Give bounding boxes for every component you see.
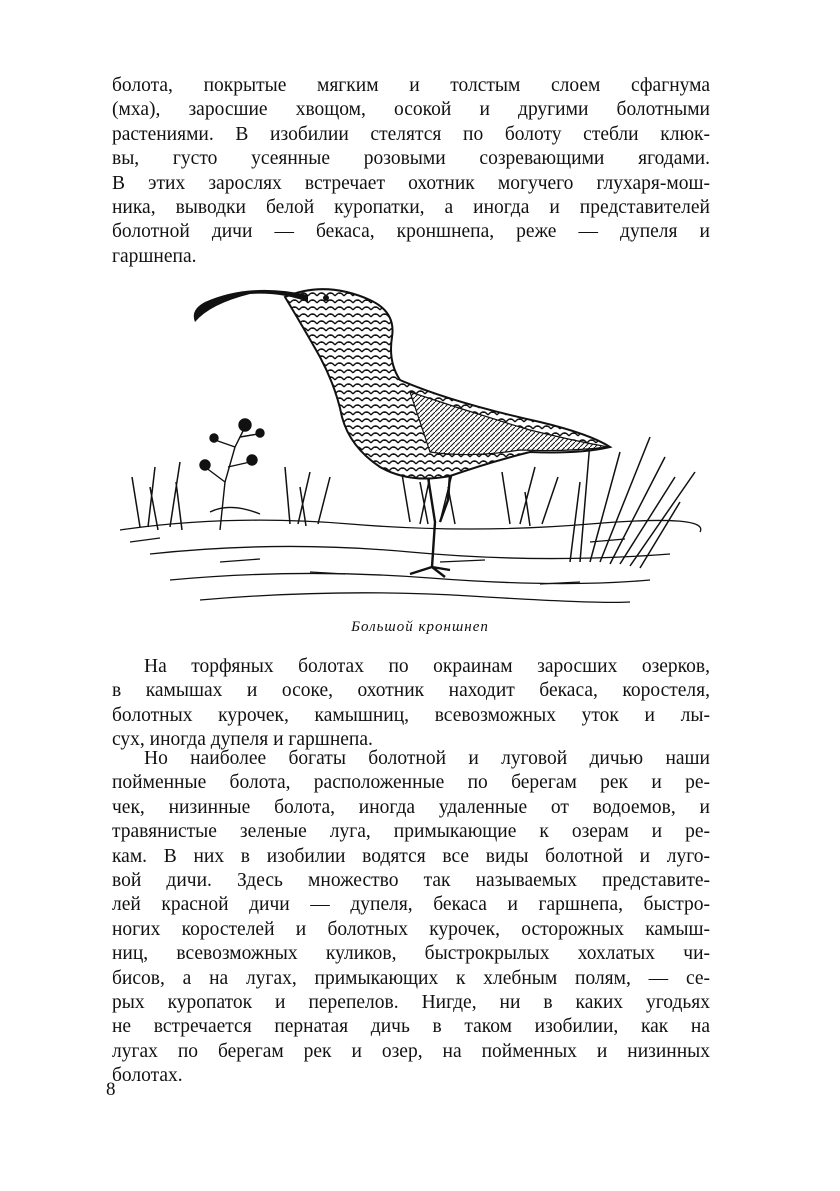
text-line: кам. В них в изобилии водятся все виды болотной и луго- bbox=[112, 845, 710, 867]
text-line: ника, выводки белой куропатки, а иногда и представителей bbox=[112, 197, 710, 219]
text-line: сух, иногда дупеля и гаршнепа. bbox=[112, 729, 373, 751]
paragraph-1 bbox=[112, 74, 710, 269]
text-line: вой дичи. Здесь множество так называемых представите- bbox=[112, 870, 710, 892]
text-line: болотах. bbox=[112, 1065, 183, 1087]
text-line: растениями. В изобилии стелятся по болоту стебли клюк- bbox=[112, 123, 710, 145]
text-line: болотной дичи — бекаса, кроншнепа, реже — дупеля и bbox=[112, 221, 710, 243]
ground bbox=[120, 520, 701, 602]
text-line: пойменные болота, расположенные по берегам рек и ре- bbox=[112, 772, 710, 794]
paragraph-3 bbox=[112, 747, 710, 1089]
text-line: ниц, всевозможных куликов, быстрокрылых хохлатых чи- bbox=[112, 943, 710, 965]
text-line: гаршнепа. bbox=[112, 245, 197, 267]
text-line: рых куропаток и перепелов. Нигде, ни в каких угодьях bbox=[112, 992, 710, 1014]
paragraph-2 bbox=[112, 655, 710, 753]
text-line: (мха), заросшие хвощом, осокой и другими болотными bbox=[112, 99, 710, 121]
text-line: лей красной дичи — дупеля, бекаса и гаршнепа, быстро- bbox=[112, 894, 710, 916]
text-line: болота, покрытые мягким и толстым слоем сфагнума bbox=[112, 75, 710, 96]
text-line: ногих коростелей и болотных курочек, осторожных камыш- bbox=[112, 918, 710, 940]
text-line: На торфяных болотах по окраинам заросших озерков, bbox=[144, 656, 710, 677]
text-line: Но наиболее богаты болотной и луговой дичью наши bbox=[144, 748, 710, 769]
text-line: лугах по берегам рек и озер, на пойменных и низинных bbox=[112, 1040, 710, 1062]
page-number: 8 bbox=[106, 1079, 116, 1100]
text-line: вы, густо усеянные розовыми созревающими ягодами. bbox=[112, 148, 710, 170]
text-line: болотных курочек, камышниц, всевозможных уток и лы- bbox=[112, 704, 710, 726]
text-line: бисов, а на лугах, примыкающих к хлебным полям, — се- bbox=[112, 967, 710, 989]
text-line: в камышах и осоке, охотник находит бекаса, коростеля, bbox=[112, 680, 710, 702]
text-line: травянистые зеленые луга, примыкающие к озерам и ре- bbox=[112, 821, 710, 843]
text-line: не встречается пернатая дичь в таком изобилии, как на bbox=[112, 1016, 710, 1038]
text-line: чек, низинные болота, иногда удаленные от водоемов, и bbox=[112, 796, 710, 818]
text-line: В этих зарослях встречает охотник могучего глухаря-мош- bbox=[112, 172, 710, 194]
curlew-illustration bbox=[110, 262, 710, 607]
figure-caption: Большой кроншнеп bbox=[351, 619, 489, 635]
bird-body bbox=[194, 289, 610, 478]
plant bbox=[200, 419, 264, 530]
